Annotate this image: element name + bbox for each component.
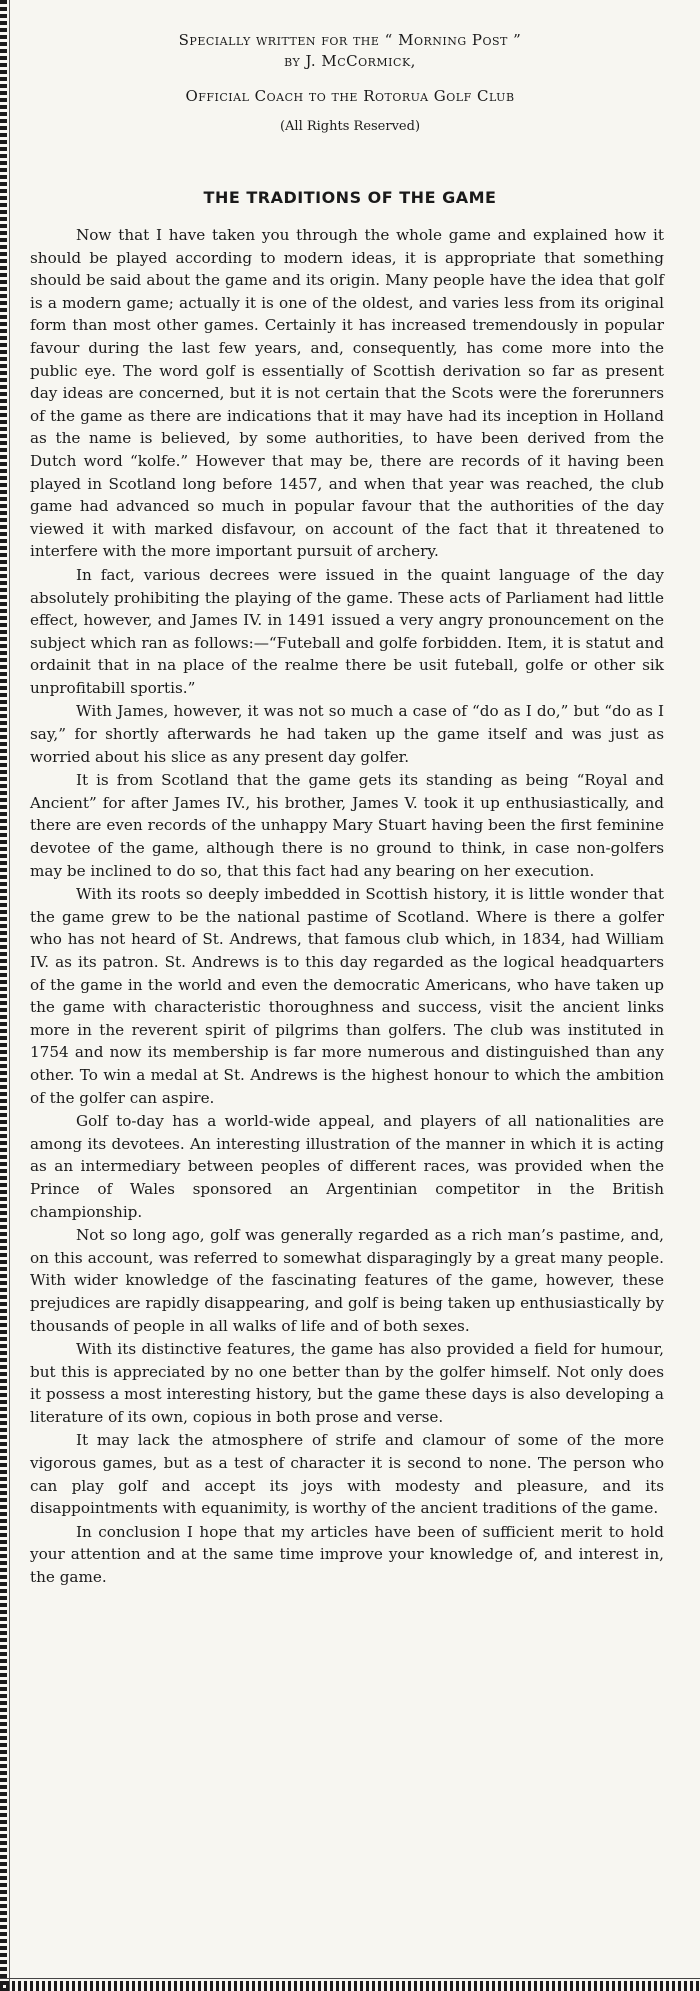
header-official-coach: Official Coach to the Rotorua Golf Club bbox=[185, 87, 515, 105]
column-header bbox=[20, 30, 680, 147]
article-body bbox=[30, 224, 664, 1590]
header-rights-notice: (All Rights Reserved) bbox=[279, 119, 421, 134]
header-line-specially-written: Specially written for the “ Morning Post ” bbox=[178, 31, 522, 49]
article-paragraph: Not so long ago, golf was generally regarded as a rich man’s pastime, and, on this account, was referred to somewhat disparagingly by a great many people. With wider knowledge of the fascinating features of the game, however, these prejudices are rapidly disappearing, and golf is being taken up enthusiastically by thousands of people in all walks of life and of both sexes. bbox=[30, 1226, 664, 1335]
article-title: THE TRADITIONS OF THE GAME bbox=[203, 188, 497, 207]
article-paragraph: Golf to-day has a world-wide appeal, and players of all nationalities are among its devotees. An interesting illustration of the manner in which it is acting as an intermediary between peoples of different races, was provided when the Prince of Wales sponsored an Argentinian competitor in the British championship. bbox=[30, 1112, 664, 1221]
perforated-bottom-border bbox=[0, 1981, 700, 1991]
article-paragraph: With James, however, it was not so much a case of “do as I do,” but “do as I say,” for shortly afterwards he had taken up the game itself and was just as worried about his slice as any present day golfer. bbox=[30, 702, 664, 766]
article-paragraph: Now that I have taken you through the whole game and explained how it should be played according to modern ideas, it is appropriate that something should be said about the game and its origin. Many people have the idea that golf is a modern game; actually it is one of the oldest, and varies less from its original form than most other games. Certainly it has increased tremendously in popular favour during the last few years, and, consequently, has come more into the public eye. The word golf is essentially of Scottish derivation so far as present day ideas are concerned, but it is not certain that the Scots were the forerunners of the game as there are indications that it may have had its inception in Holland as the name is believed, by some authorities, to have been derived from the Dutch word “kolfe.” However that may be, there are records of it having been played in Scotland long before 1457, and when that year was reached, the club game had advanced so much in popular favour that the authorities of the day viewed it with marked disfavour, on account of the fact that it threatened to interfere with the more important pursuit of archery. bbox=[30, 226, 664, 561]
article-paragraph: It is from Scotland that the game gets its standing as being “Royal and Ancient” for after James IV., his brother, James V. took it up enthusiastically, and there are even records of the unhappy Mary Stuart having been the first feminine devotee of the game, although there is no ground to think, in case non-golfers may be inclined to do so, that this fact had any bearing on her execution. bbox=[30, 771, 664, 880]
bottom-border-line bbox=[0, 1978, 700, 1979]
article-paragraph: With its roots so deeply imbedded in Scottish history, it is little wonder that the game grew to be the national pastime of Scotland. Where is there a golfer who has not heard of St. Andrews, that famous club which, in 1834, had William IV. as its patron. St. Andrews is to this day regarded as the logical headquarters of the game in the world and even the democratic Americans, who have taken up the game with characteristic thoroughness and success, visit the ancient links more in the reverent spirit of pilgrims than golfers. The club was instituted in 1754 and now its membership is far more numerous and distinguished than any other. To win a medal at St. Andrews is the highest honour to which the ambition of the golfer can aspire. bbox=[30, 885, 664, 1107]
left-border-line bbox=[9, 0, 10, 1991]
article-paragraph: In fact, various decrees were issued in the quaint language of the day absolutely prohibiting the playing of the game. These acts of Parliament had little effect, however, and James IV. in 1491 issued a very angry pronouncement on the subject which ran as follows:—“Futeball and golfe forbidden. Item, it is statut and ordainit that in na place of the realme there be usit futeball, golfe or other sik unprofitabill sportis.” bbox=[30, 565, 664, 697]
article-paragraph: In conclusion I hope that my articles have been of sufficient merit to hold your attention and at the same time improve your knowledge of, and interest in, the game. bbox=[30, 1522, 664, 1587]
article-paragraph: With its distinctive features, the game has also provided a field for humour, but this is appreciated by no one better than by the golfer himself. Not only does it possess a most interesting history, but the game these days is also developing a literature of its own, copious in both prose and verse. bbox=[30, 1340, 664, 1426]
perforated-left-border bbox=[0, 0, 7, 1991]
article-paragraph: It may lack the atmosphere of strife and clamour of some of the more vigorous games, but as a test of character it is second to none. The person who can play golf and accept its joys with modesty and pleasure, and its disappointments with equanimity, is worthy of the ancient traditions of the game. bbox=[30, 1431, 664, 1518]
header-byline: by J. McCormick, bbox=[284, 52, 416, 70]
